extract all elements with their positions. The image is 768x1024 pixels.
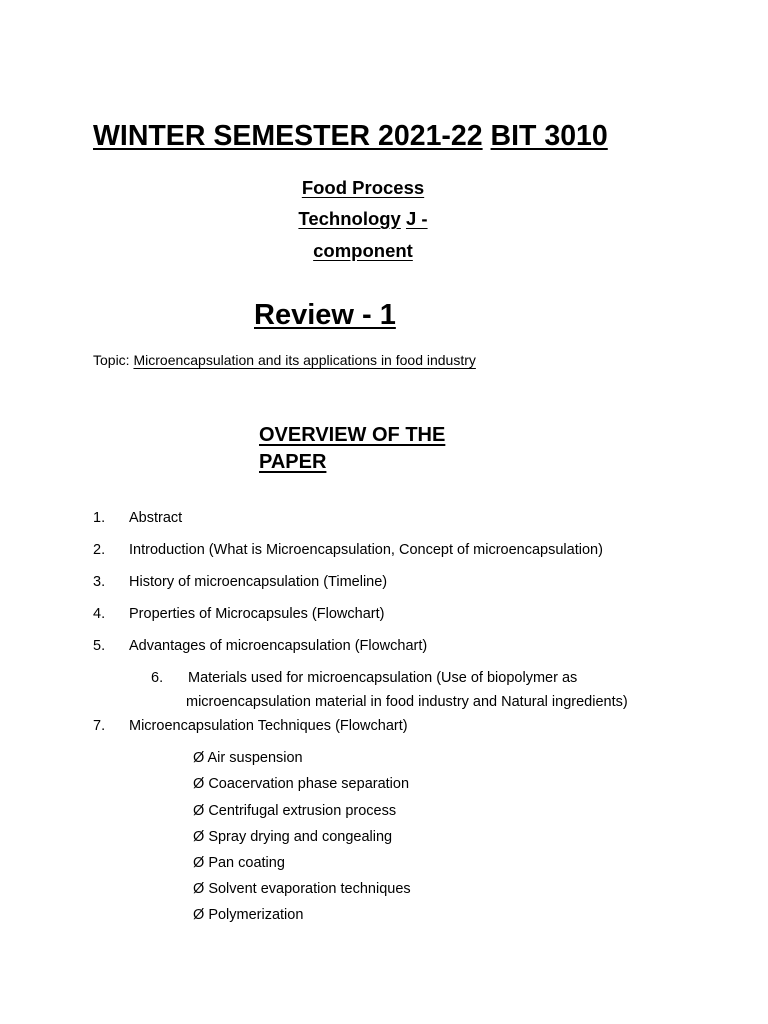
technique-text: Coacervation phase separation xyxy=(208,776,410,792)
technique-item xyxy=(193,750,303,766)
item-number: 5. xyxy=(93,638,106,654)
bullet-icon: Ø xyxy=(193,776,205,792)
item-text: Advantages of microencapsulation (Flowchart) xyxy=(129,638,428,654)
item-number: 4. xyxy=(93,606,106,622)
item-number: 7. xyxy=(93,718,106,734)
subtitle-text-2b: J - xyxy=(405,208,428,229)
technique-item xyxy=(193,881,411,897)
topic-line xyxy=(93,352,476,368)
subtitle-text-2a: Technology xyxy=(298,208,401,229)
subtitle-text-3: component xyxy=(313,240,413,261)
technique-item xyxy=(193,829,392,845)
overview-heading-line-1: OVERVIEW OF THE xyxy=(259,424,446,446)
bullet-icon: Ø xyxy=(193,881,205,897)
item-text-line-1: Materials used for microencapsulation (Use of biopolymer as xyxy=(188,670,578,686)
semester-title: WINTER SEMESTER 2021-22 xyxy=(93,120,483,152)
technique-text: Polymerization xyxy=(208,907,304,923)
topic-value: Microencapsulation and its applications in food industry xyxy=(133,352,476,368)
technique-text: Solvent evaporation techniques xyxy=(208,881,411,897)
item-text-line-2: microencapsulation material in food industry and Natural ingredients) xyxy=(186,694,628,710)
item-number: 2. xyxy=(93,542,106,558)
technique-text: Pan coating xyxy=(208,855,285,871)
subtitle-line-3 xyxy=(263,240,463,262)
technique-text: Air suspension xyxy=(207,750,303,766)
subtitle-text-1: Food Process xyxy=(301,177,425,198)
technique-item xyxy=(193,803,396,819)
bullet-icon: Ø xyxy=(193,829,205,845)
item-text: Properties of Microcapsules (Flowchart) xyxy=(129,606,385,622)
bullet-icon: Ø xyxy=(193,803,205,819)
item-text: Abstract xyxy=(129,510,183,526)
technique-text: Spray drying and congealing xyxy=(208,829,393,845)
document-title xyxy=(93,120,608,153)
bullet-icon: Ø xyxy=(193,907,205,923)
subtitle-line-1 xyxy=(263,177,463,199)
course-code: BIT 3010 xyxy=(490,120,608,152)
item-number: 3. xyxy=(93,574,106,590)
technique-item xyxy=(193,855,285,871)
bullet-icon: Ø xyxy=(193,855,205,871)
technique-item xyxy=(193,907,303,923)
technique-text: Centrifugal extrusion process xyxy=(208,803,397,819)
technique-item xyxy=(193,776,409,792)
item-number: 6. xyxy=(151,670,164,686)
bullet-icon: Ø xyxy=(193,750,205,766)
review-heading: Review - 1 xyxy=(254,299,396,331)
overview-heading-line-2: PAPER xyxy=(259,451,327,473)
topic-label: Topic: xyxy=(93,352,130,368)
list-item xyxy=(151,670,163,686)
item-text: Introduction (What is Microencapsulation, Concept of microencapsulation) xyxy=(129,542,603,558)
item-text: History of microencapsulation (Timeline) xyxy=(129,574,388,590)
item-text: Microencapsulation Techniques (Flowchart) xyxy=(129,718,408,734)
item-number: 1. xyxy=(93,510,106,526)
subtitle-line-2 xyxy=(263,208,463,230)
